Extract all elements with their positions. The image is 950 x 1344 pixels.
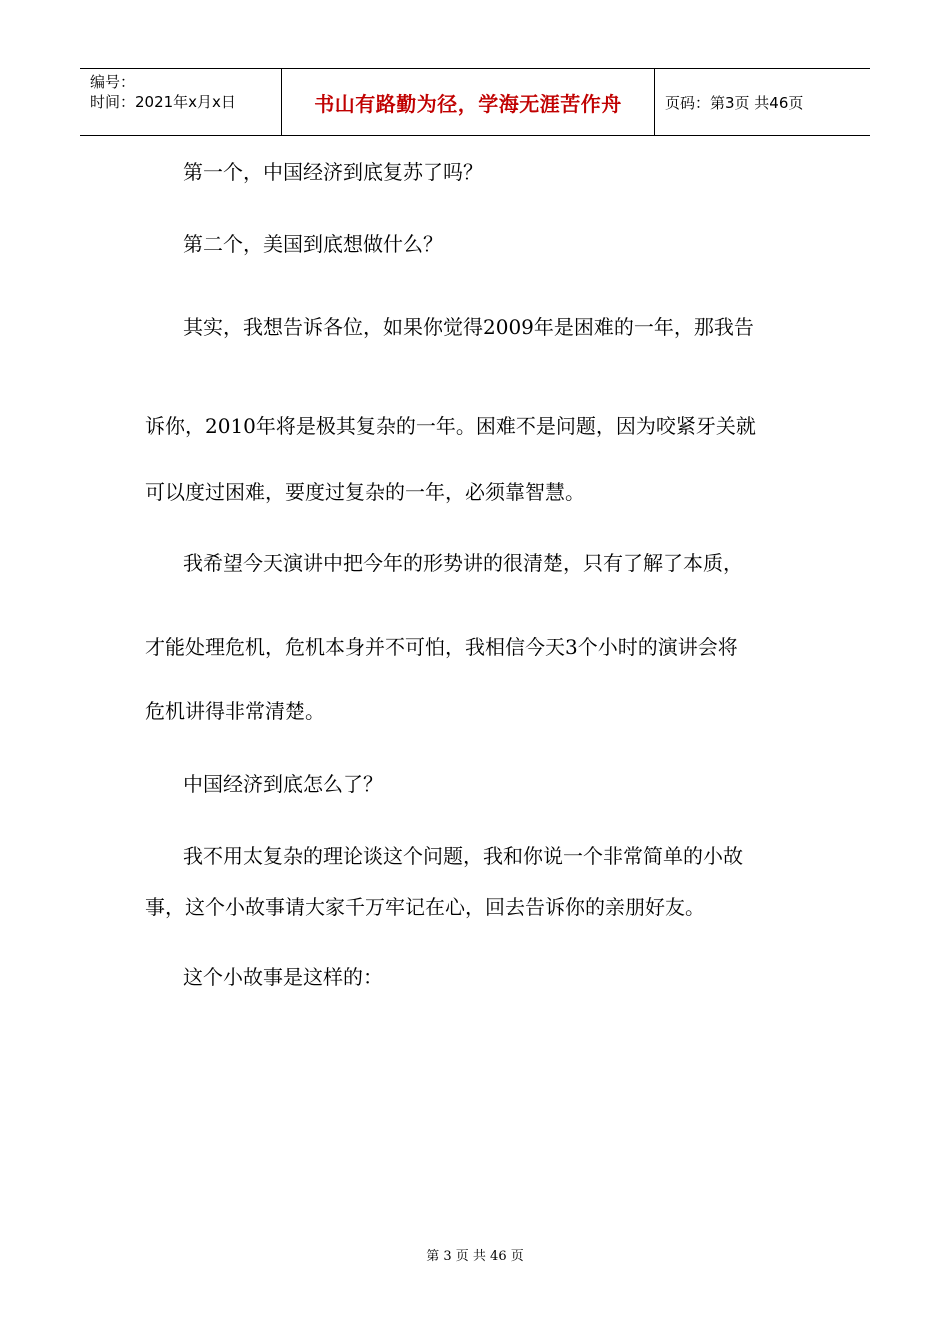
header-meta xyxy=(80,69,282,135)
body-line: 才能处理危机，危机本身并不可怕，我相信今天3个小时的演讲会将 xyxy=(145,635,738,659)
header-page-info: 页码：第3页 共46页 xyxy=(665,93,804,112)
body-line: 中国经济到底怎么了？ xyxy=(183,772,383,796)
body-line: 我不用太复杂的理论谈这个问题，我和你说一个非常简单的小故 xyxy=(183,844,743,868)
body-line: 可以度过困难，要度过复杂的一年，必须靠智慧。 xyxy=(145,480,585,504)
document-time: 时间：2021年x月x日 xyxy=(90,93,236,111)
body-line: 第二个，美国到底想做什么？ xyxy=(183,232,443,256)
page-footer xyxy=(0,1245,950,1264)
body-line: 我希望今天演讲中把今年的形势讲的很清楚，只有了解了本质， xyxy=(183,551,743,575)
body-line: 危机讲得非常清楚。 xyxy=(145,699,325,723)
body-line: 事，这个小故事请大家千万牢记在心，回去告诉你的亲朋好友。 xyxy=(145,895,705,919)
body-line: 这个小故事是这样的： xyxy=(183,965,383,989)
body-line: 第一个，中国经济到底复苏了吗？ xyxy=(183,160,483,184)
page-header xyxy=(80,68,870,136)
footer-page-number: 第 3 页 共 46 页 xyxy=(426,1249,524,1264)
header-motto: 书山有路勤为径，学海无涯苦作舟 xyxy=(282,69,655,135)
body-line: 诉你，2010年将是极其复杂的一年。困难不是问题，因为咬紧牙关就 xyxy=(145,414,756,438)
body-line: 其实，我想告诉各位，如果你觉得2009年是困难的一年，那我告 xyxy=(183,315,754,339)
document-number-label: 编号： xyxy=(90,73,136,91)
